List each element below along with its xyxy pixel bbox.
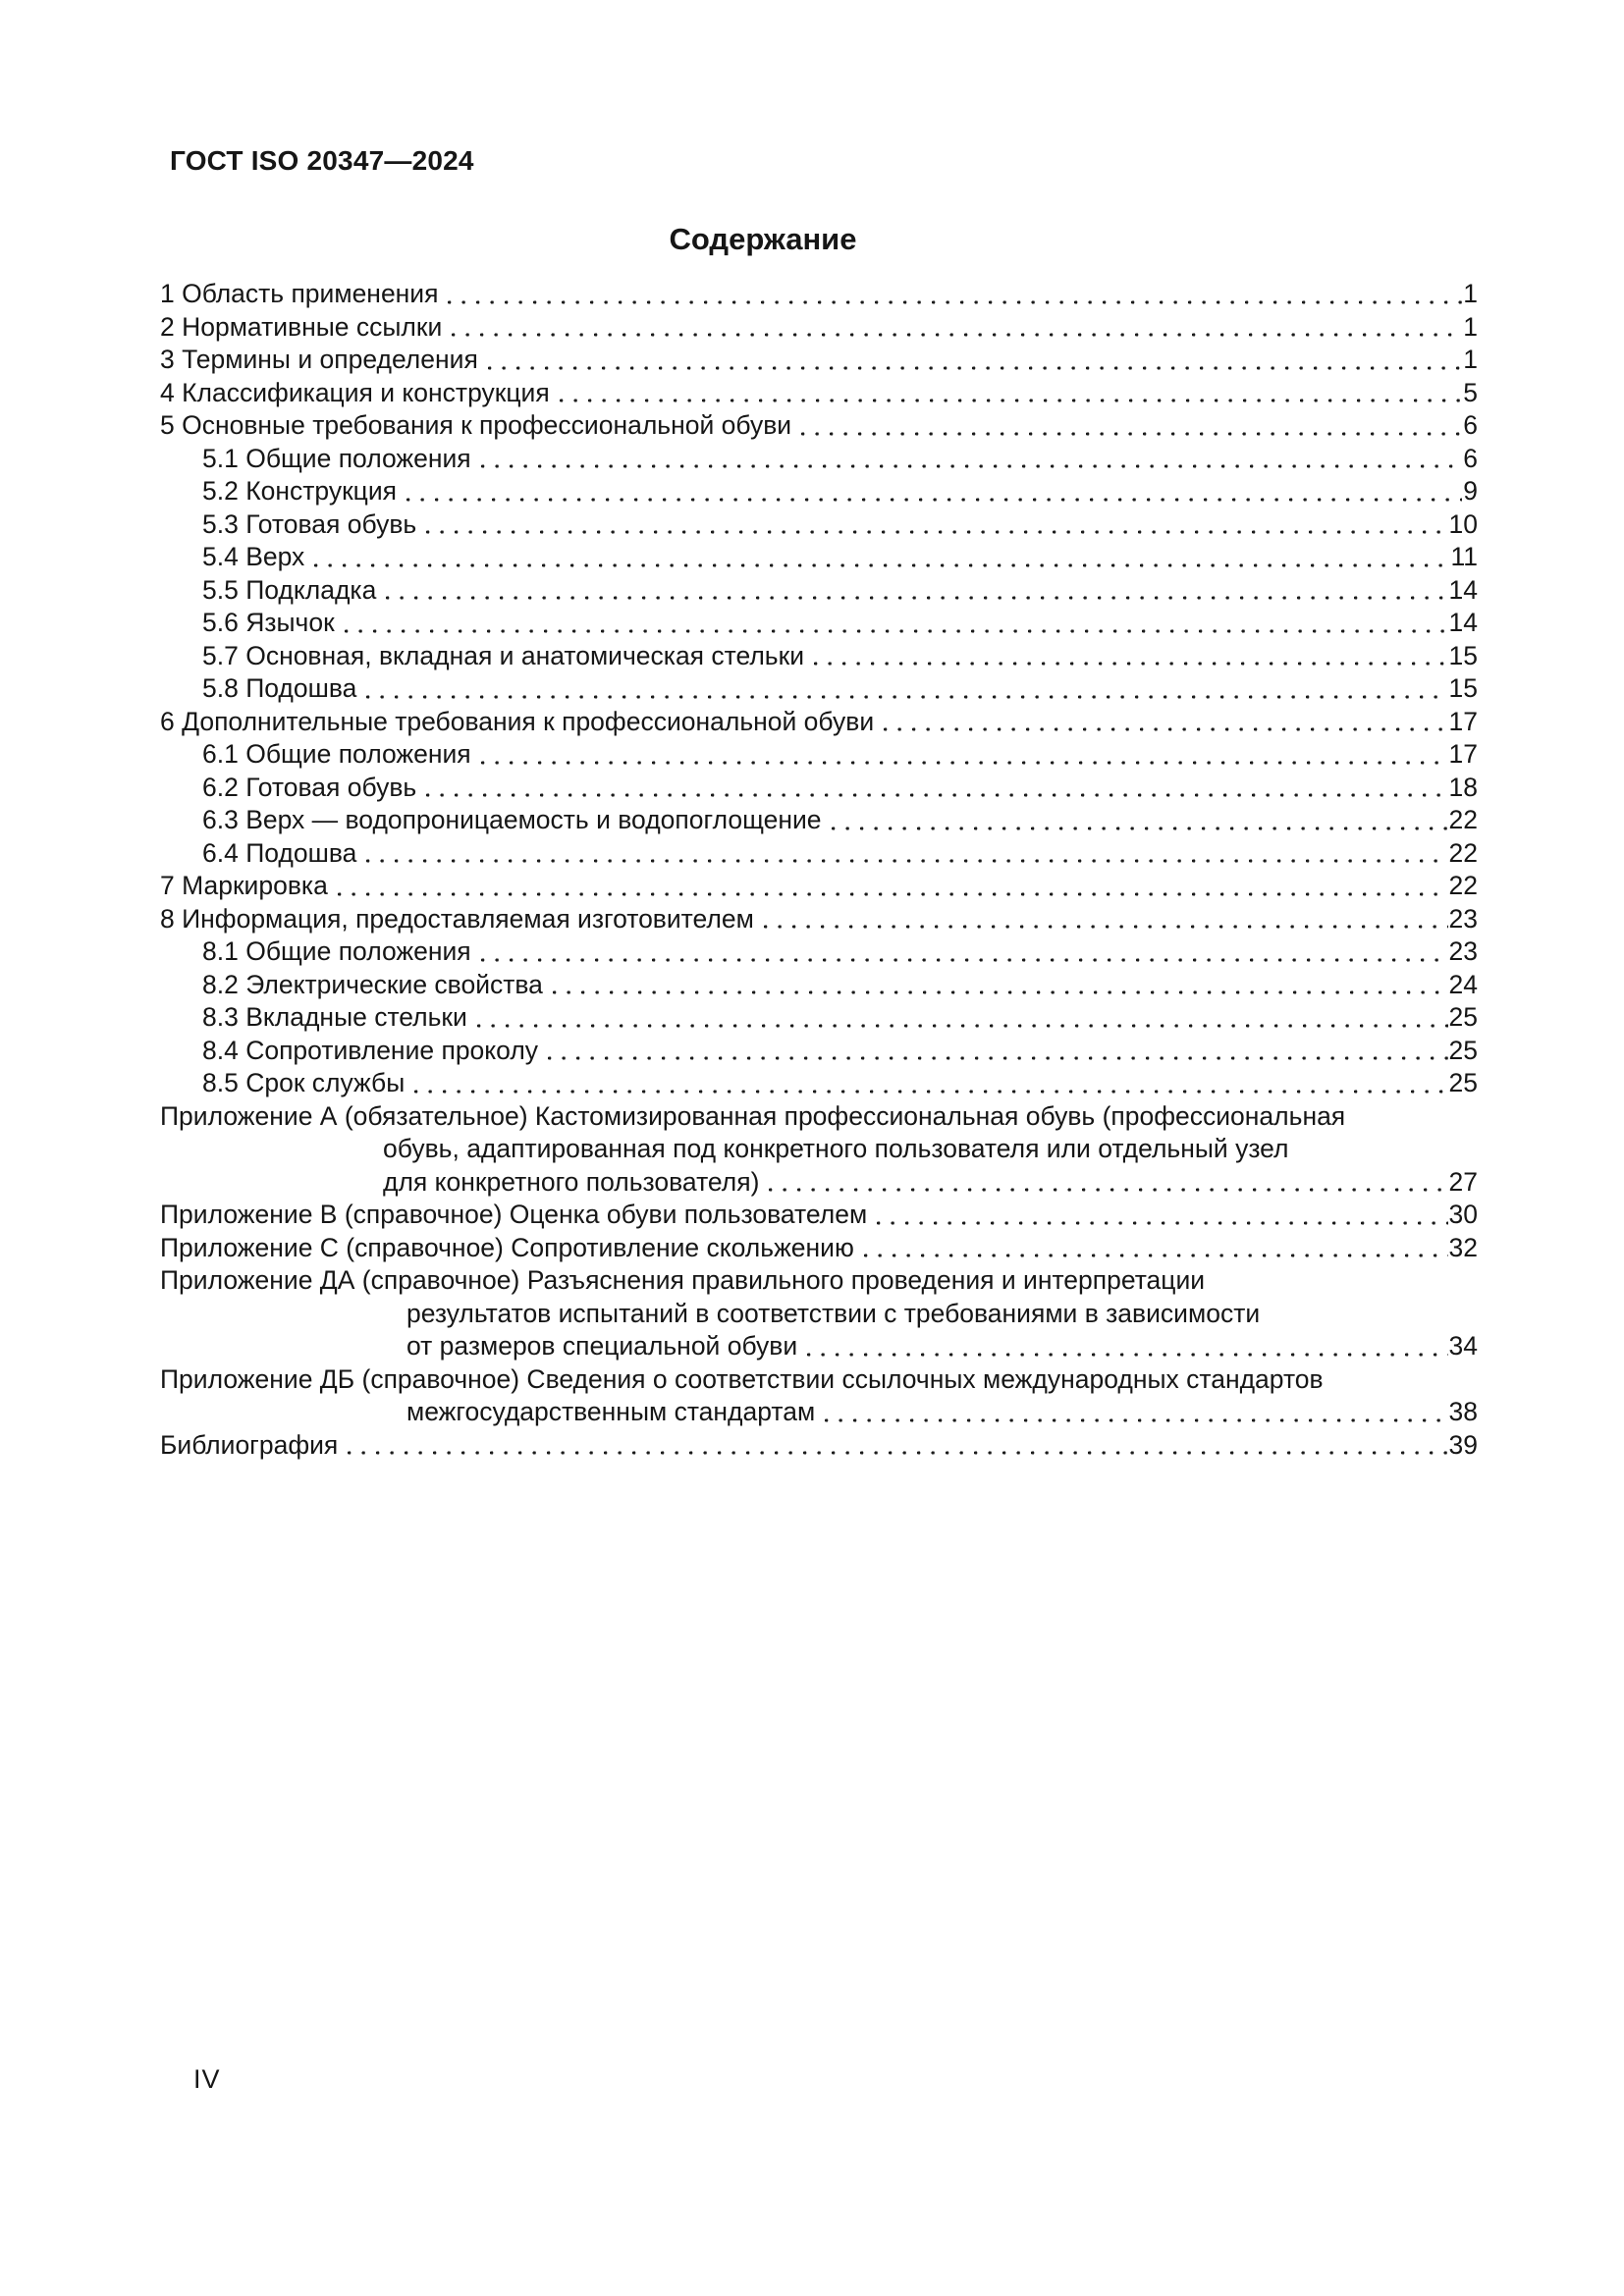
toc-leader-dots	[832, 804, 1448, 837]
toc-row	[160, 738, 1478, 772]
toc-page-number: 25	[1448, 1002, 1478, 1032]
toc-page-number: 5	[1463, 377, 1478, 407]
toc-entry-label: 6.4 Подошва	[202, 837, 357, 868]
toc-entry-label: Приложение ДБ (справочное) Сведения о соответствии ссылочных международных стандартов	[160, 1363, 1324, 1394]
toc-row	[160, 1035, 1478, 1068]
toc-page-number: 25	[1448, 1068, 1478, 1097]
toc-entry-label: 5.5 Подкладка	[202, 574, 377, 605]
toc-entry-label: 5.2 Конструкция	[202, 476, 398, 506]
toc-row	[160, 278, 1478, 311]
toc-page-number: 1	[1463, 279, 1478, 308]
toc-leader-dots	[1355, 1100, 1477, 1134]
toc-page-number: 22	[1448, 837, 1478, 868]
toc-entry-label: Приложение А (обязательное) Кастомизированная профессиональная обувь (профессиональная	[160, 1100, 1346, 1131]
toc-page-number: 25	[1448, 1035, 1478, 1065]
document-number-header: ГОСТ ISO 20347—2024	[170, 145, 474, 176]
toc-page-number: 1	[1463, 345, 1478, 374]
toc-leader-dots	[386, 574, 1447, 608]
toc-leader-dots	[448, 278, 1462, 311]
toc-leader-dots	[488, 344, 1462, 377]
toc-leader-dots	[814, 640, 1448, 673]
toc-page-number: 14	[1448, 574, 1478, 605]
page-number-footer: IV	[193, 2064, 221, 2094]
toc-row	[160, 1330, 1478, 1363]
toc-leader-dots	[884, 706, 1447, 739]
toc-row	[160, 1100, 1478, 1134]
toc-leader-dots	[764, 903, 1448, 936]
toc-leader-dots	[481, 935, 1448, 969]
toc-page-number: 22	[1448, 805, 1478, 834]
toc-page-number: 15	[1448, 673, 1478, 703]
toc-row	[160, 607, 1478, 640]
toc-row	[160, 475, 1478, 508]
toc-leader-dots	[366, 672, 1447, 706]
toc-entry-label: 1 Область применения	[160, 279, 439, 308]
toc-page-number: 6	[1463, 410, 1478, 440]
toc-leader-dots	[1270, 1298, 1477, 1331]
toc-page-number: 24	[1448, 969, 1478, 999]
toc-page-number: 14	[1448, 608, 1478, 637]
toc-entry-label: Библиография	[160, 1429, 339, 1460]
toc-page-number: 27	[1448, 1166, 1478, 1197]
toc-leader-dots	[366, 837, 1447, 871]
toc-page-number: 32	[1448, 1232, 1478, 1262]
toc-row	[160, 541, 1478, 574]
toc-entry-label: результатов испытаний в соответствии с требованиями в зависимости	[406, 1298, 1261, 1328]
toc-leader-dots	[769, 1166, 1447, 1200]
toc-leader-dots	[548, 1035, 1447, 1068]
toc-entry-label: 5.8 Подошва	[202, 673, 357, 703]
toc-leader-dots	[426, 508, 1447, 542]
toc-leader-dots	[1333, 1363, 1477, 1397]
toc-row	[160, 1232, 1478, 1265]
toc-entry-label: 7 Маркировка	[160, 871, 328, 900]
toc-entry-label: 2 Нормативные ссылки	[160, 311, 443, 342]
toc-page-number: 23	[1448, 936, 1478, 966]
toc-entry-label: 5.3 Готовая обувь	[202, 508, 417, 539]
toc-leader-dots	[414, 1067, 1447, 1100]
toc-entry-label: 8.3 Вкладные стельки	[202, 1002, 467, 1032]
toc-leader-dots	[877, 1199, 1447, 1232]
toc	[160, 278, 1478, 1462]
toc-leader-dots	[553, 969, 1448, 1002]
toc-row	[160, 1199, 1478, 1232]
toc-entry-label: 5 Основные требования к профессиональной обуви	[160, 410, 792, 440]
toc-page-number: 34	[1448, 1331, 1478, 1361]
toc-row	[160, 1429, 1478, 1463]
toc-leader-dots	[807, 1330, 1447, 1363]
toc-entry-label: Приложение С (справочное) Сопротивление скольжению	[160, 1232, 854, 1262]
toc-entry-label: 8.4 Сопротивление проколу	[202, 1035, 539, 1065]
toc-entry-label: 6 Дополнительные требования к профессиональной обуви	[160, 706, 875, 736]
toc-row	[160, 837, 1478, 871]
toc-page-number: 9	[1463, 476, 1478, 506]
toc-row	[160, 640, 1478, 673]
toc-row	[160, 804, 1478, 837]
toc-entry-label: 8.1 Общие положения	[202, 936, 471, 966]
toc-leader-dots	[314, 541, 1449, 574]
toc-entry-label: 6.1 Общие положения	[202, 739, 471, 769]
toc-row	[160, 311, 1478, 345]
toc-entry-label: 5.7 Основная, вкладная и анатомическая стельки	[202, 640, 805, 670]
toc-entry-label: обувь, адаптированная под конкретного пользователя или отдельный узел	[383, 1134, 1289, 1163]
toc-page-number: 10	[1448, 508, 1478, 539]
toc-row	[160, 672, 1478, 706]
toc-row	[160, 903, 1478, 936]
toc-leader-dots	[345, 607, 1448, 640]
toc-page-number: 38	[1448, 1397, 1478, 1426]
toc-leader-dots	[481, 443, 1463, 476]
toc-row	[160, 1001, 1478, 1035]
toc-row	[160, 772, 1478, 805]
toc-leader-dots	[406, 475, 1462, 508]
toc-entry-label: для конкретного пользователя)	[383, 1166, 760, 1197]
toc-leader-dots	[1299, 1133, 1478, 1166]
toc-leader-dots	[825, 1396, 1447, 1429]
toc-leader-dots	[452, 311, 1462, 345]
toc-row	[160, 377, 1478, 410]
toc-entry-label: 5.1 Общие положения	[202, 443, 471, 473]
toc-leader-dots	[348, 1429, 1447, 1463]
toc-entry-label: 5.6 Язычок	[202, 608, 335, 637]
toc-row	[160, 870, 1478, 903]
toc-row	[160, 1264, 1478, 1298]
toc-row	[160, 1166, 1478, 1200]
toc-row	[160, 344, 1478, 377]
toc-entry-label: 4 Классификация и конструкция	[160, 377, 550, 407]
toc-page-number: 18	[1448, 772, 1478, 802]
toc-entry-label: 8.5 Срок службы	[202, 1068, 406, 1097]
toc-leader-dots	[481, 738, 1448, 772]
toc-page-number: 22	[1448, 871, 1478, 900]
toc-row	[160, 1067, 1478, 1100]
toc-row	[160, 1396, 1478, 1429]
toc-entry-label: 6.2 Готовая обувь	[202, 772, 417, 802]
toc-leader-dots	[801, 409, 1462, 443]
toc-leader-dots	[1215, 1264, 1477, 1298]
toc-page-number: 1	[1463, 311, 1478, 342]
toc-row	[160, 969, 1478, 1002]
toc-page-number: 6	[1463, 443, 1478, 473]
toc-page-number: 23	[1448, 903, 1478, 934]
toc-leader-dots	[477, 1001, 1448, 1035]
toc-page-number: 17	[1448, 739, 1478, 769]
toc-page-number: 15	[1448, 640, 1478, 670]
toc-row	[160, 574, 1478, 608]
toc-row	[160, 1133, 1478, 1166]
toc-entry-label: от размеров специальной обуви	[406, 1331, 798, 1361]
toc-page-number: 39	[1448, 1429, 1478, 1460]
toc-row	[160, 409, 1478, 443]
toc-entry-label: межгосударственным стандартам	[406, 1397, 816, 1426]
toc-row	[160, 1363, 1478, 1397]
toc-row	[160, 935, 1478, 969]
toc-page-number: 30	[1448, 1200, 1478, 1229]
toc-entry-label: 3 Термины и определения	[160, 345, 478, 374]
toc-leader-dots	[560, 377, 1463, 410]
toc-page-number: 17	[1448, 706, 1478, 736]
toc-row	[160, 1298, 1478, 1331]
toc-entry-label: 8.2 Электрические свойства	[202, 969, 543, 999]
toc-row	[160, 508, 1478, 542]
toc-row	[160, 706, 1478, 739]
toc-entry-label: 8 Информация, предоставляемая изготовителем	[160, 903, 754, 934]
toc-page-number: 11	[1450, 542, 1478, 571]
toc-entry-label: 5.4 Верх	[202, 542, 305, 571]
toc-entry-label: Приложение В (справочное) Оценка обуви пользователем	[160, 1200, 868, 1229]
toc-leader-dots	[864, 1232, 1448, 1265]
toc-title: Содержание	[669, 222, 857, 256]
toc-row	[160, 443, 1478, 476]
toc-entry-label: Приложение ДА (справочное) Разъяснения правильного проведения и интерпретации	[160, 1265, 1206, 1295]
toc-entry-label: 6.3 Верх — водопроницаемость и водопоглощение	[202, 805, 822, 834]
toc-leader-dots	[338, 870, 1448, 903]
toc-leader-dots	[426, 772, 1447, 805]
